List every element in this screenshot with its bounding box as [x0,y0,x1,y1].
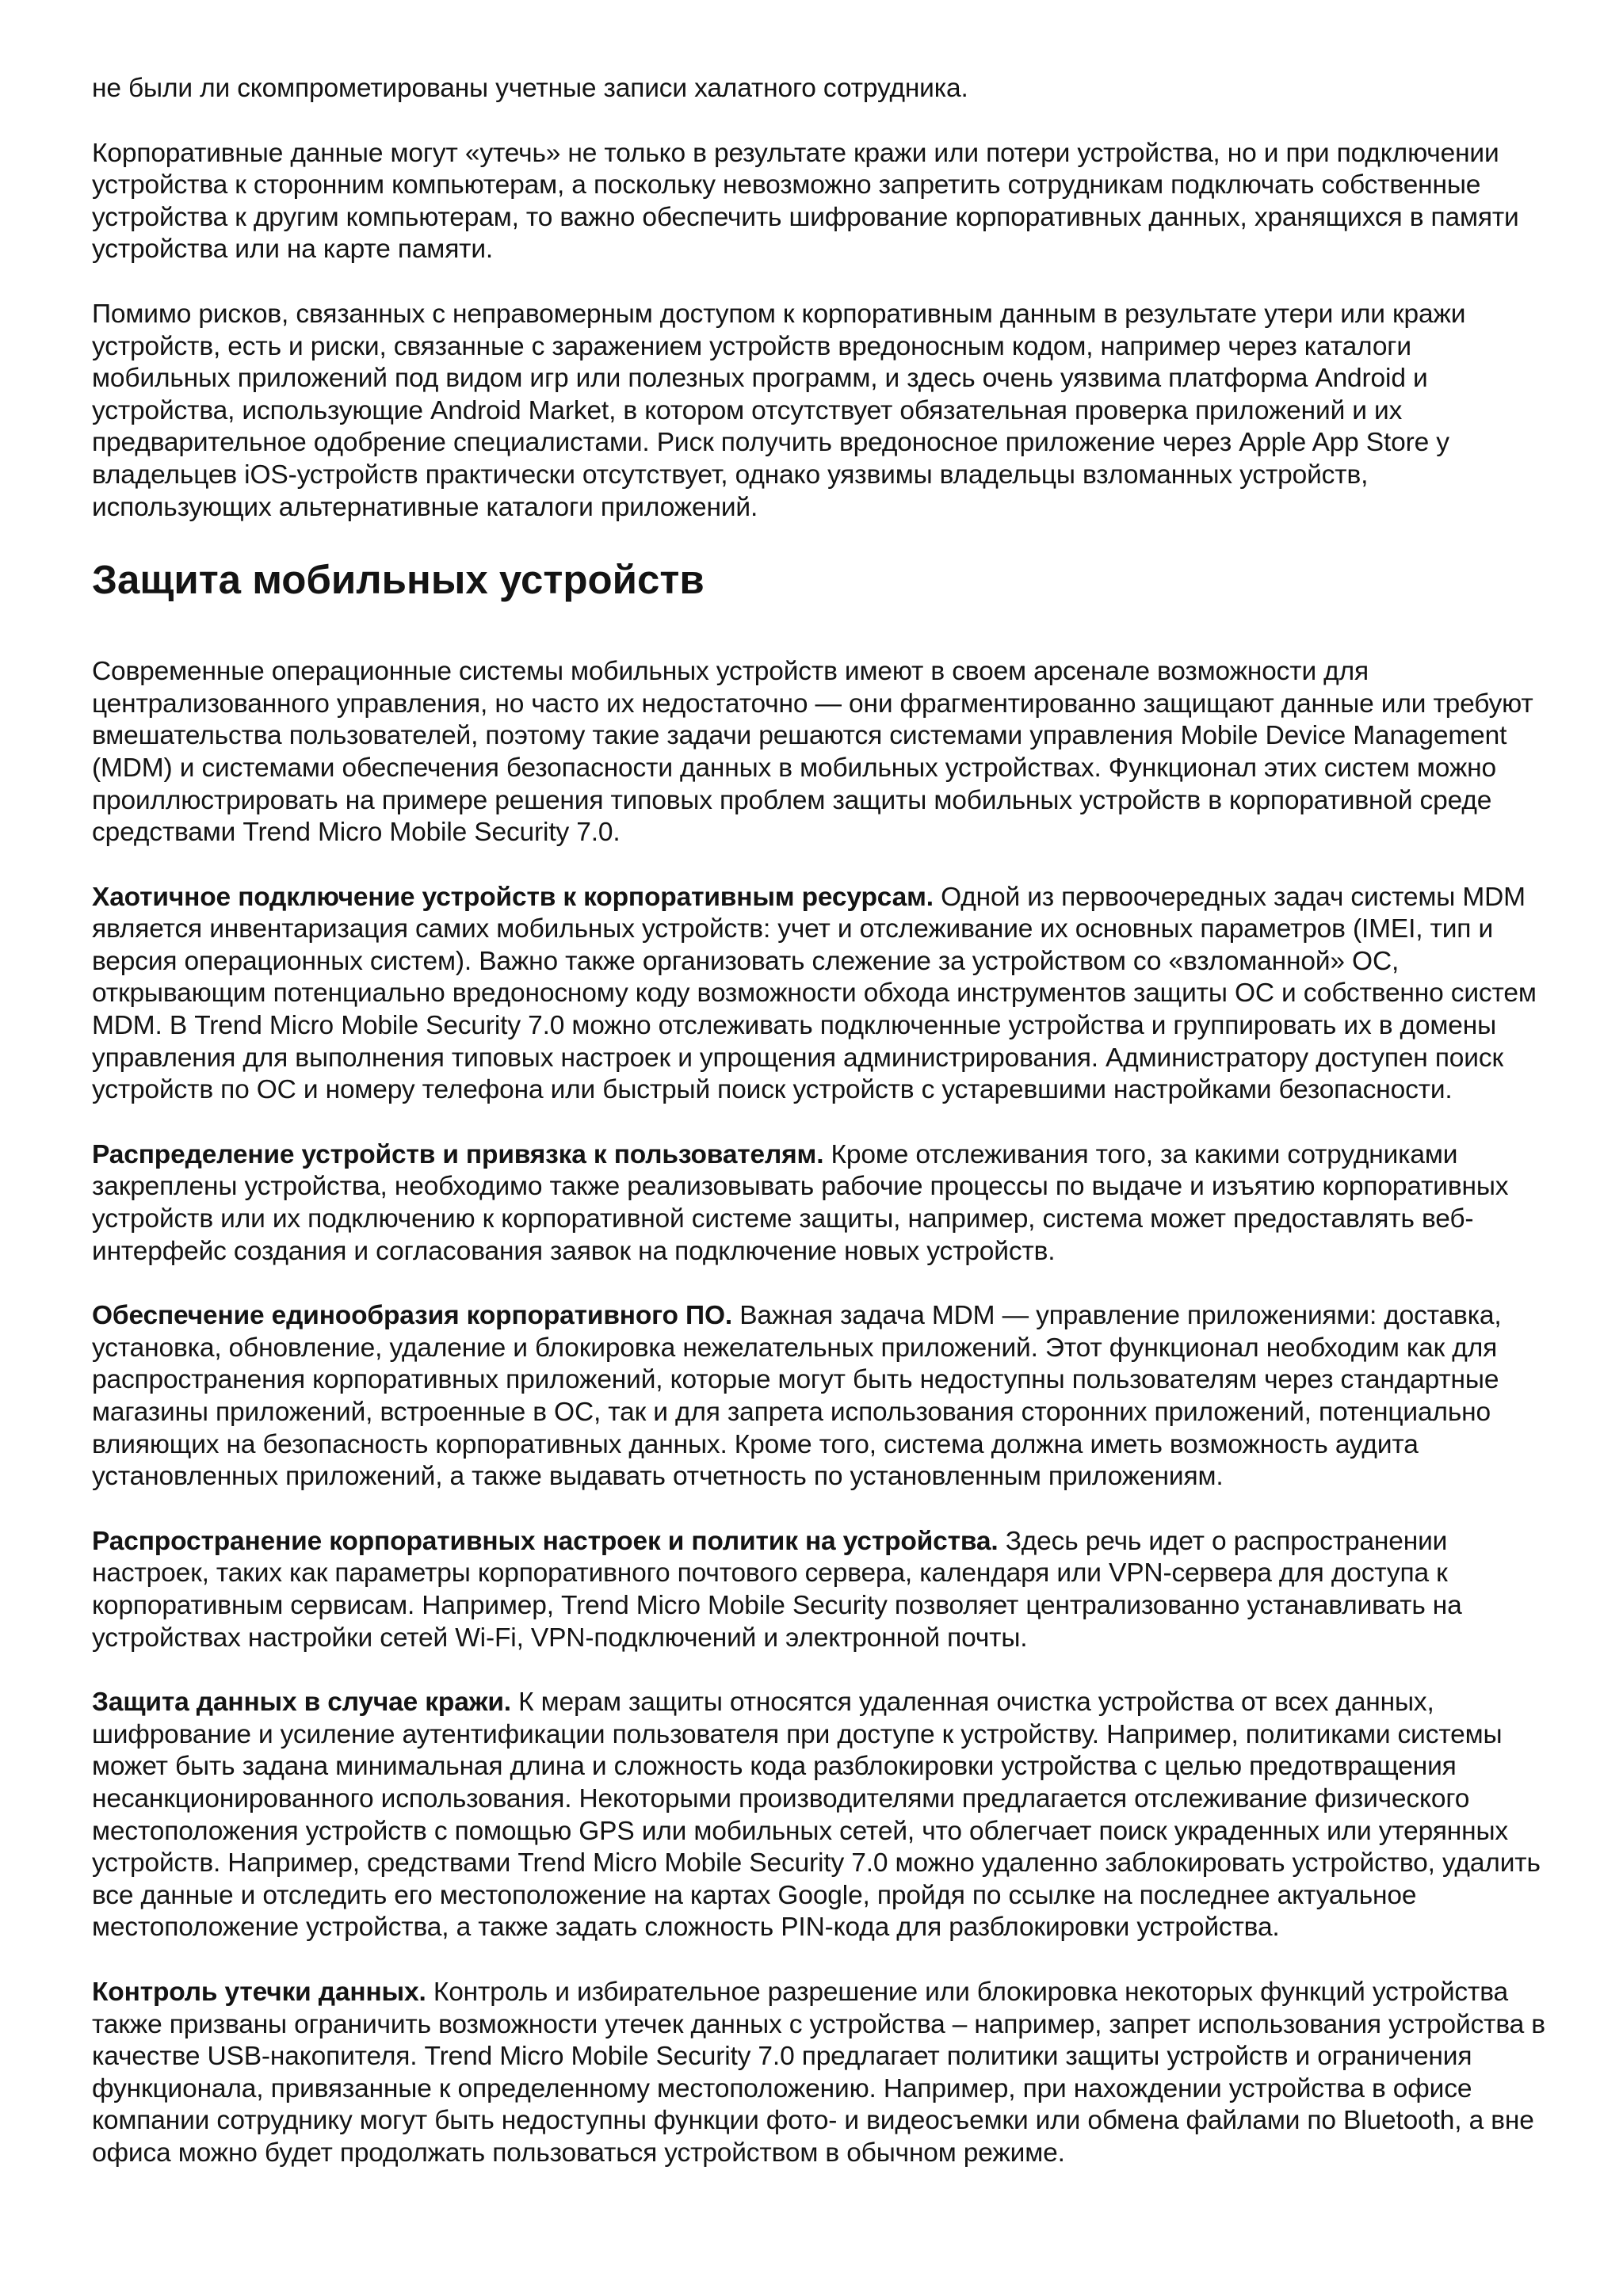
section-item-5-text: К мерам защиты относятся удаленная очистка устройства от всех данных, шифрование и усиление аутентификации пользователя при доступе к устройству. Например, политиками системы может быть задана минимальная длина и сложность кода разблокировки устройства с целью предотвращения несанкционированного использования. Некоторыми производителями предлагается отслеживание физического местоположения устройств с помощью GPS или мобильных сетей, что облегчает поиск украденных или утерянных устройств. Например, средствами Trend Micro Mobile Security 7.0 можно удаленно заблокировать устройство, удалить все данные и отследить его местоположение на картах Google, пройдя по ссылке на последнее актуальное местоположение устройства, а также задать сложность PIN-кода для разблокировки устройства. [92,1688,1541,1943]
section-item-3-lead: Обеспечение единообразия корпоративного ПО. [92,1301,733,1331]
section-item-2 [92,1139,1552,1268]
section-item-1 [92,882,1552,1107]
section-item-4-lead: Распространение корпоративных настроек и политик на устройства. [92,1526,999,1556]
section-item-6-lead: Контроль утечки данных. [92,1977,426,2007]
section-item-3 [92,1300,1552,1493]
intro-paragraph-1: не были ли скомпрометированы учетные записи халатного сотрудника. [92,74,968,103]
section-item-4-text: Здесь речь идет о распространении настроек, таких как параметры корпоративного почтового сервера, календаря или VPN-сервера для доступа к корпоративным сервисам. Например, Trend Micro Mobile Security позволяет централизованно устанавливать на устройствах настройки сетей Wi-Fi, VPN-подключений и электронной почты. [92,1526,1462,1653]
section-item-1-text: Одной из первоочередных задач системы MDM является инвентаризация самих мобильных устройств: учет и отслеживание их основных параметров (IMEI, тип и версия операционных систем). Важно также организовать слежение за устройством со «взломанной» ОС, открывающим потенциально вредоносному коду возможности обхода инструментов защиты ОС и собственно систем MDM. В Trend Micro Mobile Security 7.0 можно отслеживать подключенные устройства и группировать их в домены управления для выполнения типовых настроек и упрощения администрирования. Администратору доступен поиск устройств по ОС и номеру телефона или быстрый поиск устройств с устаревшими настройками безопасности. [92,882,1537,1105]
section-item-2-text: Кроме отслеживания того, за какими сотрудниками закреплены устройства, необходимо также реализовывать рабочие процессы по выдаче и изъятию корпоративных устройств или их подключению к корпоративной системе защиты, например, система может предоставлять веб-интерфейс создания и согласования заявок на подключение новых устройств. [92,1139,1509,1266]
intro-paragraph-3: Помимо рисков, связанных с неправомерным доступом к корпоративным данным в результате утери или кражи устройств, есть и риски, связанные с заражением устройств вредоносным кодом, например через каталоги мобильных приложений под видом игр или полезных программ, и здесь очень уязвима платформа Android и устройства, использующие Android Market, в котором отсутствует обязательная проверка приложений и их предварительное одобрение специалистами. Риск получить вредоносное приложение через Apple App Store у владельцев iOS-устройств практически отсутствует, однако уязвимы владельцы взломанных устройств, использующих альтернативные каталоги приложений. [92,299,1466,522]
section-item-2-lead: Распределение устройств и привязка к пользователям. [92,1139,824,1169]
document-page [92,73,1552,2202]
section-item-6-text: Контроль и избирательное разрешение или блокировка некоторых функций устройства также призваны ограничить возможности утечек данных с устройства – например, запрет использования устройства в качестве USB-накопителя. Trend Micro Mobile Security 7.0 предлагает политики защиты устройств и ограничения функционала, привязанные к определенному местоположению. Например, при нахождении устройства в офисе компании сотруднику могут быть недоступны функции фото- и видеосъемки или обмена файлами по Bluetooth, а вне офиса можно будет продолжать пользоваться устройством в обычном режиме. [92,1977,1545,2168]
intro-paragraph-2: Корпоративные данные могут «утечь» не только в результате кражи или потери устройства, но и при подключении устройства к сторонним компьютерам, а поскольку невозможно запретить сотрудникам подключать собственные устройства к другим компьютерам, то важно обеспечить шифрование корпоративных данных, хранящихся в памяти устройства или на карте памяти. [92,138,1519,265]
section-item-4 [92,1526,1552,1654]
section-title: Защита мобильных устройств [92,557,705,603]
section-item-5-lead: Защита данных в случае кражи. [92,1688,511,1718]
section-item-6 [92,1977,1552,2170]
section-item-1-lead: Хаотичное подключение устройств к корпоративным ресурсам. [92,882,934,912]
section-item-3-text: Важная задача MDM — управление приложениями: доставка, установка, обновление, удаление и блокировка нежелательных приложений. Этот функционал необходим как для распространения корпоративных приложений, которые могут быть недоступны пользователям через стандартные магазины приложений, встроенные в ОС, так и для запрета использования сторонних приложений, потенциально влияющих на безопасность корпоративных данных. Кроме того, система должна иметь возможность аудита установленных приложений, а также выдавать отчетность по установленным приложениям. [92,1301,1502,1492]
section-intro: Современные операционные системы мобильных устройств имеют в своем арсенале возможности для централизованного управления, но часто их недостаточно — они фрагментированно защищают данные или требуют вмешательства пользователей, поэтому такие задачи решаются системами управления Mobile Device Management (MDM) и системами обеспечения безопасности данных в мобильных устройствах. Функционал этих систем можно проиллюстрировать на примере решения типовых проблем защиты мобильных устройств в корпоративной среде средствами Trend Micro Mobile Security 7.0. [92,657,1533,848]
section-item-5 [92,1687,1552,1944]
